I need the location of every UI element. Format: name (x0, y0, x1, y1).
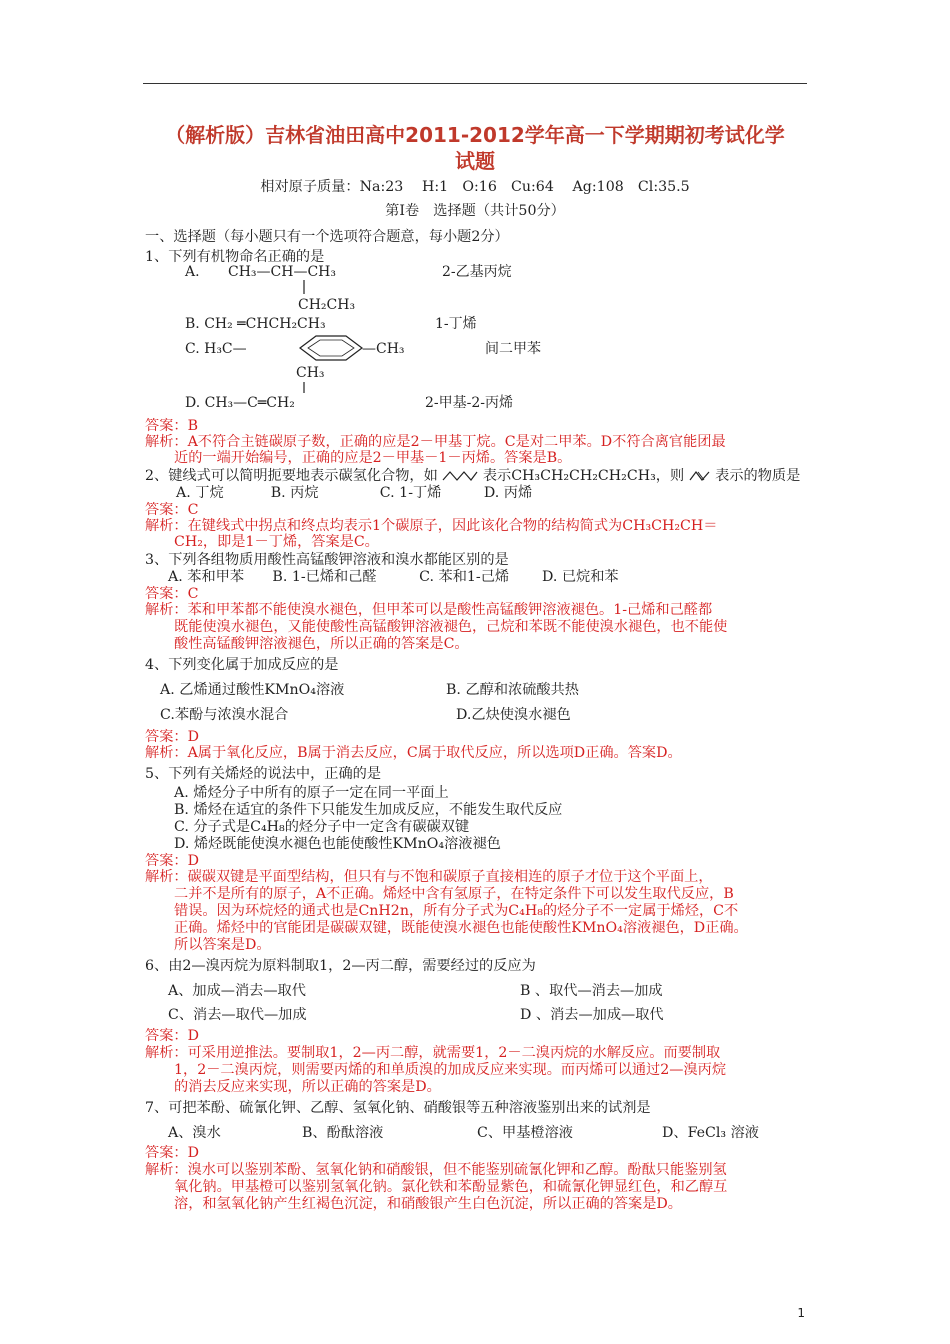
q4-option-a: A. 乙烯通过酸性KMnO₄溶液 (160, 682, 345, 698)
q3-stem: 3、下列各组物质用酸性高锰酸钾溶液和溴水都能区别的是 (145, 552, 509, 568)
q6-option-c: C、消去—取代—加成 (168, 1007, 307, 1023)
q6-option-d: D 、消去—加成—取代 (520, 1007, 664, 1023)
q2-analysis-2: CH₂，即是1－丁烯，答案是C。 (174, 534, 379, 550)
q1-option-b-formula: B. CH₂ ═CHCH₂CH₃ (185, 316, 326, 332)
q7-option-d: D、FeCl₃ 溶液 (662, 1125, 759, 1141)
title-line-2: 试题 (455, 149, 495, 173)
q4-option-c: C.苯酚与浓溴水混合 (160, 707, 289, 723)
header-rule (143, 83, 807, 84)
q3-analysis-1: 解析：苯和甲苯都不能使溴水褪色，但甲苯可以是酸性高锰酸钾溶液褪色。1-己烯和己醛都 (145, 602, 713, 618)
q1-option-c-left: C. H₃C— (185, 341, 247, 357)
q1-option-b-name: 1-丁烯 (435, 316, 477, 332)
q7-analysis-2: 氧化钠。甲基橙可以鉴别氢氧化钠。氯化铁和苯酚显紫色，和硫氰化钾显红色，和乙醇互 (174, 1179, 728, 1195)
q7-option-a: A、溴水 (168, 1125, 221, 1141)
q3-answer: 答案：C (145, 586, 199, 602)
q5-stem: 5、下列有关烯烃的说法中，正确的是 (145, 766, 382, 782)
q6-option-b: B 、取代—消去—加成 (520, 983, 663, 999)
q2-analysis-1: 解析：在键线式中拐点和终点均表示1个碳原子，因此该化合物的结构简式为CH₃CH₂CH＝ (145, 518, 718, 534)
butene-skeleton-icon (689, 470, 711, 482)
q7-answer: 答案：D (145, 1145, 199, 1161)
q4-analysis-1: 解析：A属于氧化反应，B属于消去反应，C属于取代反应，所以选项D正确。答案D。 (145, 745, 682, 761)
q7-analysis-1: 解析：溴水可以鉴别苯酚、氢氧化钠和硝酸银，但不能鉴别硫氰化钾和乙醇。酚酞只能鉴别氢 (145, 1162, 727, 1178)
q2-stem-b: 表示CH₃CH₂CH₂CH₂CH₃，则 (482, 468, 685, 484)
q6-analysis-1: 解析：可采用逆推法。要制取1，2—丙二醇，就需要1，2－二溴丙烷的水解反应。而要制取 (145, 1045, 721, 1061)
q7-option-b: B、酚酞溶液 (302, 1125, 384, 1141)
q1-option-d-name: 2-甲基-2-丙烯 (425, 395, 514, 411)
q1-option-a-formula: CH₃—CH—CH₃ (228, 264, 336, 280)
q7-analysis-3: 溶，和氢氧化钠产生红褐色沉淀，和硝酸银产生白色沉淀，所以正确的答案是D。 (174, 1196, 682, 1212)
title-line-1: （解析版）吉林省油田高中2011-2012学年高一下学期期初考试化学 (165, 123, 785, 147)
q1-answer: 答案：B (145, 418, 198, 434)
q5-option-a: A. 烯烃分子中所有的原子一定在同一平面上 (174, 785, 449, 801)
q5-analysis-3: 错误。因为环烷烃的通式也是CnH2n，所有分子式为C₄H₈的烃分子不一定属于烯烃，C不 (174, 903, 739, 919)
q4-stem: 4、下列变化属于加成反应的是 (145, 657, 339, 673)
q1-option-a-name: 2-乙基丙烷 (442, 264, 512, 280)
q1-option-d-branch: CH₃ (296, 365, 325, 381)
q1-option-c-name: 间二甲苯 (485, 341, 541, 357)
q5-analysis-2: 二并不是所有的原子，A不正确。烯烃中含有氢原子，在特定条件下可以发生取代反应，B (174, 886, 734, 902)
q1-option-c-right: —CH₃ (362, 341, 405, 357)
q2-answer: 答案：C (145, 502, 199, 518)
q4-answer: 答案：D (145, 729, 199, 745)
q5-option-b: B. 烯烃在适宜的条件下只能发生加成反应，不能发生取代反应 (174, 802, 563, 818)
q1-option-a-branch: CH₂CH₃ (298, 297, 356, 313)
q2-stem (145, 468, 800, 484)
section-heading: 一、选择题（每小题只有一个选项符合题意，每小题2分） (145, 229, 509, 245)
q3-analysis-2: 既能使溴水褪色，又能使酸性高锰酸钾溶液褪色，己烷和苯既不能使溴水褪色，也不能使 (174, 619, 728, 635)
q1-analysis-2: 近的一端开始编号，正确的应是2－甲基－1－丙烯。答案是B。 (174, 450, 572, 466)
q2-options: A. 丁烷 B. 丙烷 C. 1-丁烯 D. 丙烯 (176, 485, 533, 501)
q1-stem: 1、下列有机物命名正确的是 (145, 249, 325, 265)
q3-analysis-3: 酸性高锰酸钾溶液褪色，所以正确的答案是C。 (174, 636, 469, 652)
q6-stem: 6、由2—溴丙烷为原料制取1，2—丙二醇，需要经过的反应为 (145, 958, 536, 974)
q6-analysis-2: 1，2－二溴丙烷，则需要丙烯的和单质溴的加成反应来实现。而丙烯可以通过2—溴丙烷 (174, 1062, 727, 1078)
q3-options: A. 苯和甲苯 B. 1-已烯和己醛 C. 苯和1-己烯 D. 已烷和苯 (168, 569, 619, 585)
atomic-masses: 相对原子质量：Na:23 H:1 O:16 Cu:64 Ag:108 Cl:35.5 (260, 179, 690, 195)
q5-answer: 答案：D (145, 853, 199, 869)
zigzag-skeleton-icon (442, 470, 478, 482)
q5-analysis-1: 解析：碳碳双键是平面型结构，但只有与不饱和碳原子直接相连的原子才位于这个平面上， (145, 869, 713, 885)
q6-option-a: A、加成—消去—取代 (168, 983, 306, 999)
q4-option-b: B. 乙醇和浓硫酸共热 (446, 682, 579, 698)
q6-answer: 答案：D (145, 1028, 199, 1044)
q6-analysis-3: 的消去反应来实现，所以正确的答案是D。 (174, 1079, 441, 1095)
q2-stem-a: 2、键线式可以简明扼要地表示碳氢化合物，如 (145, 468, 438, 484)
q7-option-c: C、甲基橙溶液 (477, 1125, 573, 1141)
volume-heading: 第Ⅰ卷 选择题（共计50分） (385, 203, 565, 219)
q1-option-d-formula: D. CH₃—C═CH₂ (185, 395, 295, 411)
q5-option-c: C. 分子式是C₄H₈的烃分子中一定含有碳碳双键 (174, 819, 470, 835)
document-title (143, 122, 807, 174)
q5-analysis-4: 正确。烯烃中的官能团是碳碳双键，既能使溴水褪色也能使酸性KMnO₄溶液褪色，D正确。 (174, 920, 748, 936)
q1-structural-formulas (180, 262, 600, 414)
q2-stem-c: 表示的物质是 (715, 468, 801, 484)
q1-option-a-label: A. (185, 264, 200, 280)
q1-analysis-1: 解析：A不符合主链碳原子数，正确的应是2－甲基丁烷。C是对二甲苯。D不符合离官能团最 (145, 434, 726, 450)
q7-stem: 7、可把苯酚、硫氰化钾、乙醇、氢氧化钠、硝酸银等五种溶液鉴别出来的试剂是 (145, 1100, 651, 1116)
q5-option-d: D. 烯烃既能使溴水褪色也能使酸性KMnO₄溶液褪色 (174, 836, 501, 852)
page-number: 1 (797, 1306, 805, 1320)
q5-analysis-5: 所以答案是D。 (174, 937, 271, 953)
q4-option-d: D.乙炔使溴水褪色 (456, 707, 571, 723)
